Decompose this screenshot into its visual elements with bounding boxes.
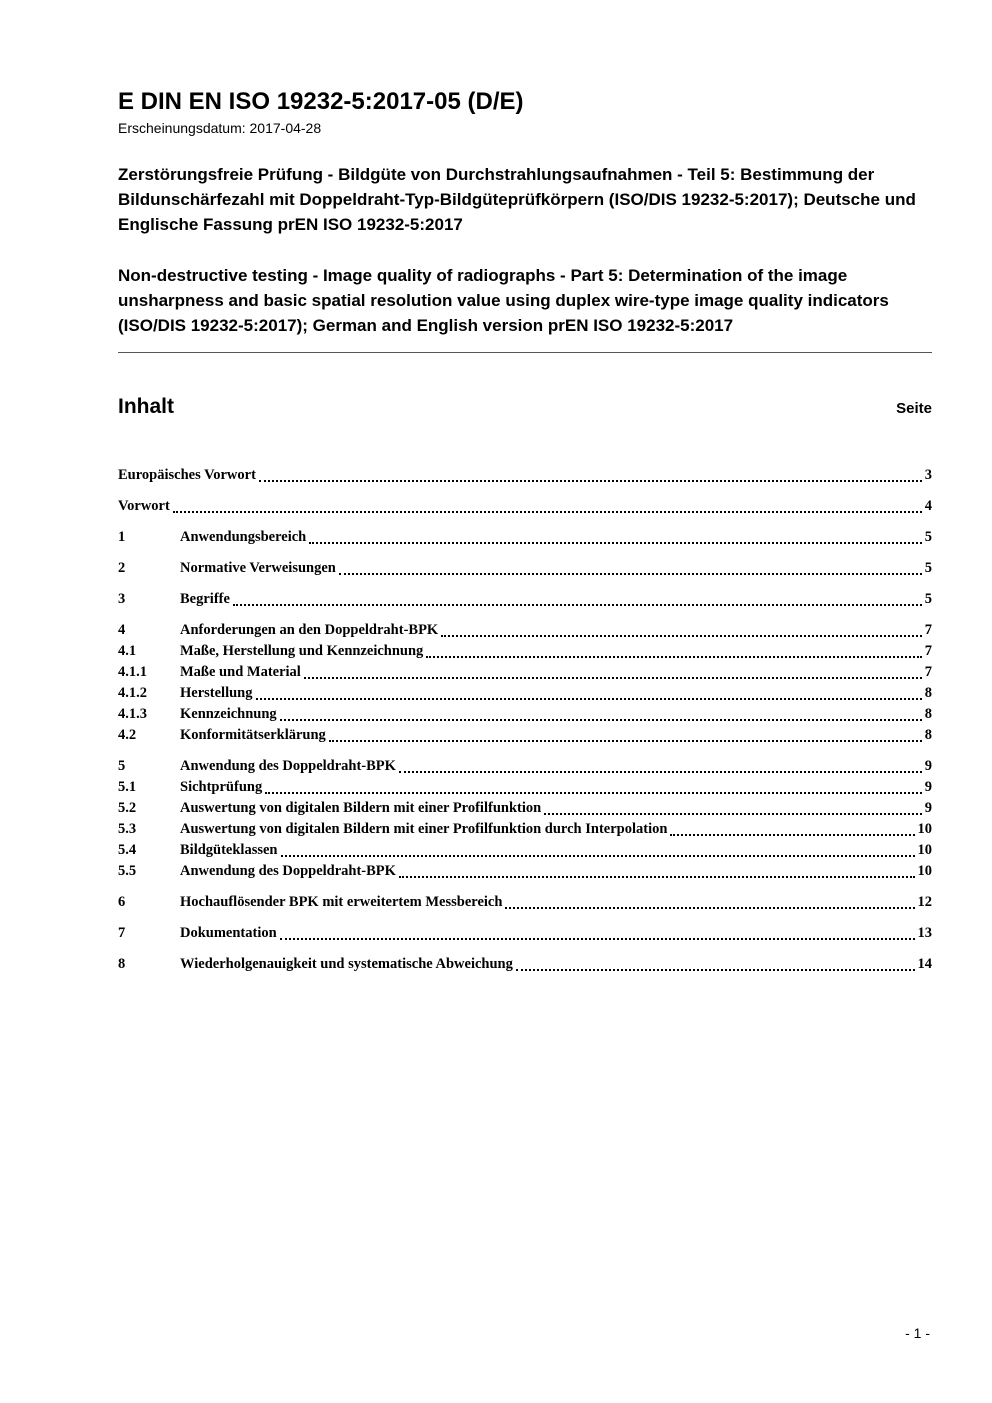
toc-dot-leader bbox=[399, 876, 915, 878]
toc-dot-leader bbox=[339, 573, 922, 575]
toc-entry bbox=[118, 840, 932, 861]
toc-dot-leader bbox=[173, 511, 922, 513]
toc-entry bbox=[118, 704, 932, 725]
toc-entry bbox=[118, 923, 932, 944]
toc-entry bbox=[118, 756, 932, 777]
toc-entry-label: Anwendung des Doppeldraht-BPK bbox=[180, 863, 396, 879]
toc-entry-number: 8 bbox=[118, 956, 126, 972]
toc-entry-label: Auswertung von digitalen Bildern mit einer Profilfunktion bbox=[180, 800, 542, 816]
toc-entry-label: Normative Verweisungen bbox=[180, 560, 336, 576]
toc-dot-leader bbox=[265, 792, 922, 794]
toc-entry bbox=[118, 777, 932, 798]
toc-entry-page: 4 bbox=[924, 498, 932, 514]
toc-dot-leader bbox=[281, 855, 915, 857]
toc-dot-leader bbox=[441, 635, 922, 637]
toc-entry-number: 4.1.1 bbox=[118, 664, 147, 680]
page-content bbox=[118, 88, 932, 975]
toc-entry bbox=[118, 798, 932, 819]
toc-entry-label: Europäisches Vorwort bbox=[118, 467, 256, 483]
toc-list bbox=[118, 465, 932, 975]
toc-entry-number: 4.1.2 bbox=[118, 685, 147, 701]
toc-entry-page: 13 bbox=[917, 925, 932, 941]
toc-entry-label: Maße und Material bbox=[180, 664, 301, 680]
toc-dot-leader bbox=[256, 698, 922, 700]
toc-entry-page: 7 bbox=[924, 622, 932, 638]
document-title: E DIN EN ISO 19232-5:2017-05 (D/E) bbox=[118, 88, 524, 115]
toc-entry-label: Vorwort bbox=[118, 498, 170, 514]
toc-entry bbox=[118, 861, 932, 882]
toc-entry-label: Hochauflösender BPK mit erweitertem Messbereich bbox=[180, 894, 503, 910]
toc-entry-number: 5.5 bbox=[118, 863, 137, 879]
toc-dot-leader bbox=[516, 969, 915, 971]
toc-entry bbox=[118, 683, 932, 704]
toc-entry-page: 9 bbox=[924, 758, 932, 774]
toc-entry-label: Anwendungsbereich bbox=[180, 529, 307, 545]
toc-entry-page: 14 bbox=[917, 956, 932, 972]
toc-entry-number: 4.2 bbox=[118, 727, 137, 743]
toc-entry-page: 10 bbox=[917, 863, 932, 879]
toc-dot-leader bbox=[280, 719, 922, 721]
toc-entry-number: 5 bbox=[118, 758, 126, 774]
toc-entry bbox=[118, 892, 932, 913]
toc-entry-page: 8 bbox=[924, 727, 932, 743]
toc-entry-number: 4 bbox=[118, 622, 126, 638]
title-german: Zerstörungsfreie Prüfung - Bildgüte von Durchstrahlungsaufnahmen - Teil 5: Bestimmung der Bildunschärfezahl mit Doppeldraht-Typ-Bildgüteprüfkörpern (ISO/DIS 19232-5:2017); Deutsche und Englische Fassung prEN ISO 19232-5:2017 bbox=[118, 165, 916, 234]
toc-entry-page: 7 bbox=[924, 643, 932, 659]
publication-date: Erscheinungsdatum: 2017-04-28 bbox=[118, 120, 322, 136]
toc-entry-number: 6 bbox=[118, 894, 126, 910]
toc-entry-label: Auswertung von digitalen Bildern mit einer Profilfunktion durch Interpolation bbox=[180, 821, 668, 837]
toc-entry-number: 7 bbox=[118, 925, 126, 941]
toc-entry bbox=[118, 725, 932, 746]
toc-entry bbox=[118, 496, 932, 517]
toc-entry-label: Dokumentation bbox=[180, 925, 277, 941]
toc-entry-label: Anforderungen an den Doppeldraht-BPK bbox=[180, 622, 439, 638]
toc-entry-page: 9 bbox=[924, 800, 932, 816]
toc-entry-number: 5.4 bbox=[118, 842, 137, 858]
toc-entry-label: Maße, Herstellung und Kennzeichnung bbox=[180, 643, 424, 659]
toc-dot-leader bbox=[233, 604, 922, 606]
toc-entry-page: 9 bbox=[924, 779, 932, 795]
toc-entry-label: Sichtprüfung bbox=[180, 779, 263, 795]
toc-entry-number: 4.1.3 bbox=[118, 706, 147, 722]
toc-entry-label: Bildgüteklassen bbox=[180, 842, 278, 858]
toc-entry-page: 5 bbox=[924, 591, 932, 607]
toc-entry-page: 8 bbox=[924, 685, 932, 701]
toc-entry-page: 5 bbox=[924, 529, 932, 545]
toc-page-column-label: Seite bbox=[896, 400, 932, 417]
toc-entry bbox=[118, 662, 932, 683]
toc-dot-leader bbox=[505, 907, 914, 909]
toc-entry-page: 12 bbox=[917, 894, 932, 910]
toc-entry-label: Konformitätserklärung bbox=[180, 727, 326, 743]
toc-entry-label: Herstellung bbox=[180, 685, 253, 701]
toc-header bbox=[118, 395, 932, 419]
toc-entry-number: 1 bbox=[118, 529, 126, 545]
toc-entry bbox=[118, 819, 932, 840]
toc-dot-leader bbox=[280, 938, 915, 940]
title-divider bbox=[118, 352, 932, 353]
toc-entry-number: 3 bbox=[118, 591, 126, 607]
toc-entry-label: Begriffe bbox=[180, 591, 230, 607]
toc-entry-label: Anwendung des Doppeldraht-BPK bbox=[180, 758, 396, 774]
toc-entry-page: 7 bbox=[924, 664, 932, 680]
toc-entry bbox=[118, 620, 932, 641]
toc-dot-leader bbox=[399, 771, 922, 773]
toc-entry bbox=[118, 589, 932, 610]
toc-entry-page: 10 bbox=[917, 821, 932, 837]
toc-entry-page: 8 bbox=[924, 706, 932, 722]
toc-dot-leader bbox=[544, 813, 922, 815]
toc-dot-leader bbox=[426, 656, 921, 658]
toc-dot-leader bbox=[670, 834, 914, 836]
toc-entry-number: 5.1 bbox=[118, 779, 137, 795]
toc-entry bbox=[118, 527, 932, 548]
toc-heading: Inhalt bbox=[118, 395, 174, 418]
toc-entry-number: 4.1 bbox=[118, 643, 137, 659]
title-english: Non-destructive testing - Image quality of radiographs - Part 5: Determination of the image unsharpness and basic spatial resolution value using duplex wire-type image quality indicators (ISO/DIS 19232-5:2017); German and English version prEN ISO 19232-5:2017 bbox=[118, 266, 889, 335]
toc-dot-leader bbox=[329, 740, 922, 742]
toc-entry-label: Kennzeichnung bbox=[180, 706, 277, 722]
toc-entry-page: 5 bbox=[924, 560, 932, 576]
toc-entry bbox=[118, 641, 932, 662]
toc-entry-number: 5.2 bbox=[118, 800, 137, 816]
toc-entry bbox=[118, 558, 932, 579]
toc-dot-leader bbox=[259, 480, 922, 482]
page-number-footer: - 1 - bbox=[905, 1325, 930, 1341]
toc-entry bbox=[118, 954, 932, 975]
toc-dot-leader bbox=[304, 677, 922, 679]
toc-entry-number: 2 bbox=[118, 560, 126, 576]
toc-entry-number: 5.3 bbox=[118, 821, 137, 837]
toc-dot-leader bbox=[309, 542, 922, 544]
toc-entry-label: Wiederholgenauigkeit und systematische Abweichung bbox=[180, 956, 513, 972]
toc-entry bbox=[118, 465, 932, 486]
toc-entry-page: 3 bbox=[924, 467, 932, 483]
toc-entry-page: 10 bbox=[917, 842, 932, 858]
